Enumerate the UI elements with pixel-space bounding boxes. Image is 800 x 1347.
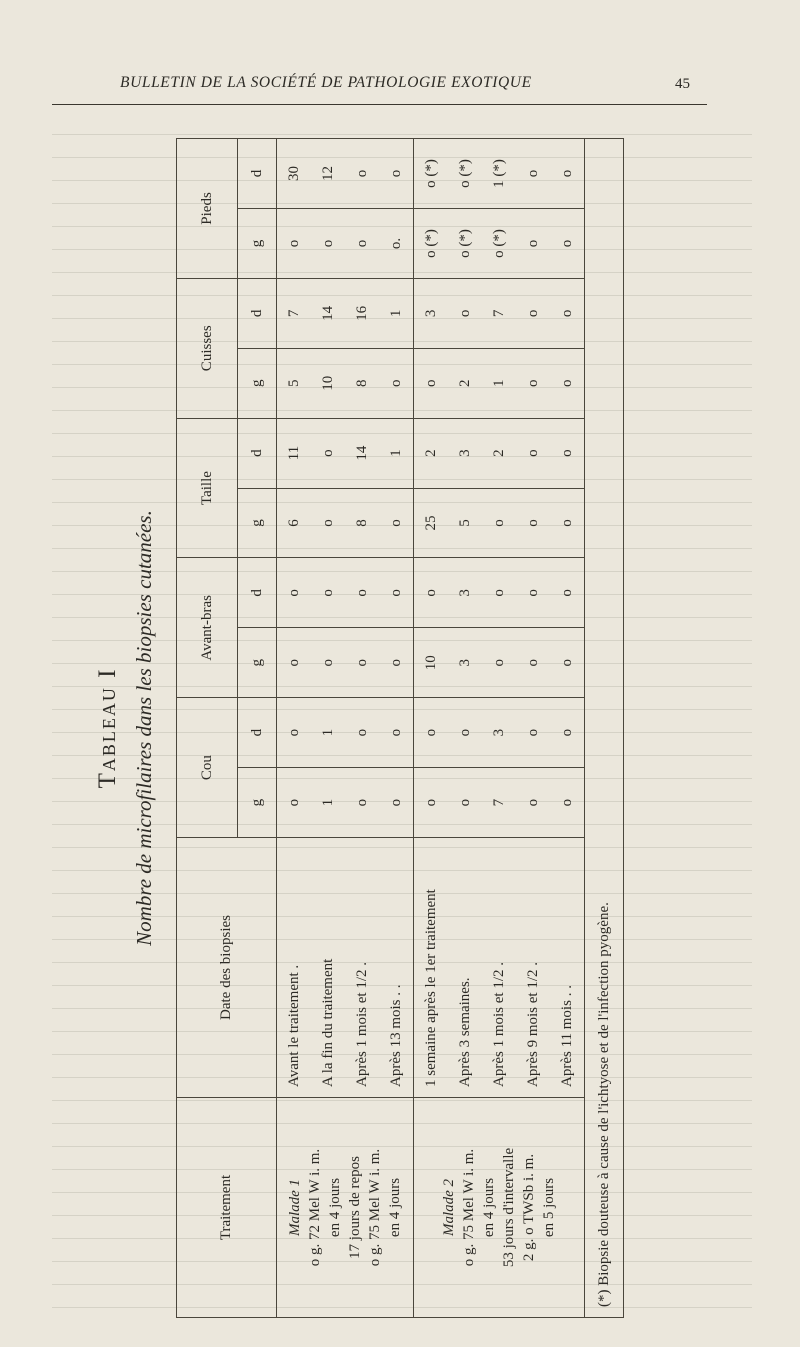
count-cell: o [277, 628, 312, 698]
bleed-line [52, 134, 752, 135]
treatment-line: o g. 75 Mel W i. m. [367, 1148, 383, 1267]
table-row [277, 139, 312, 1318]
biopsy-date: Après 9 mois et 1/2 . [516, 838, 550, 1098]
count-cell: 1 [379, 418, 414, 488]
side-header-d: d [238, 558, 277, 628]
count-cell: o [277, 558, 312, 628]
patient-name: Malade 2 [441, 1178, 457, 1237]
count-cell: o [345, 558, 379, 628]
side-header-d: d [238, 418, 277, 488]
count-cell: o [550, 348, 585, 418]
count-cell: o [516, 208, 550, 278]
biopsy-date: Après 3 semaines. [448, 838, 482, 1098]
count-cell: o [550, 488, 585, 558]
count-cell: 1 [482, 348, 516, 418]
side-header-d: d [238, 139, 277, 209]
count-cell: o [550, 208, 585, 278]
biopsy-date: 1 semaine après le 1er traitement [414, 838, 449, 1098]
count-cell: 14 [311, 278, 345, 348]
count-cell: o [482, 628, 516, 698]
count-cell: 2 [414, 418, 449, 488]
region-header: Cuisses [177, 278, 238, 418]
count-cell: 14 [345, 418, 379, 488]
count-cell: 8 [345, 488, 379, 558]
count-cell: 12 [311, 139, 345, 209]
count-cell: 2 [482, 418, 516, 488]
count-cell: o [516, 418, 550, 488]
count-cell: o [516, 278, 550, 348]
count-cell: 1 [379, 278, 414, 348]
count-cell: o [379, 488, 414, 558]
treatment-line: o g. 72 Mel W i. m. [307, 1148, 323, 1267]
count-cell: o [414, 558, 449, 628]
count-cell: 16 [345, 278, 379, 348]
count-cell: o [550, 418, 585, 488]
side-header-g: g [238, 208, 277, 278]
treatment-line: en 5 jours [541, 1177, 557, 1238]
count-cell: o [516, 348, 550, 418]
count-cell: 1 [311, 698, 345, 768]
count-cell: o [482, 558, 516, 628]
count-cell: o [311, 488, 345, 558]
region-header: Pieds [177, 139, 238, 279]
count-cell: 7 [482, 278, 516, 348]
count-cell: o. [379, 208, 414, 278]
treatment-cell [414, 1098, 585, 1318]
count-cell: o [550, 768, 585, 838]
region-header: Taille [177, 418, 238, 558]
count-cell: o [379, 558, 414, 628]
biopsy-date: Après 13 mois . . [379, 838, 414, 1098]
count-cell: o [311, 558, 345, 628]
biopsy-date: Avant le traitement . [277, 838, 312, 1098]
count-cell: o (*) [448, 139, 482, 209]
count-cell: o [277, 768, 312, 838]
count-cell: o [311, 208, 345, 278]
count-cell: 25 [414, 488, 449, 558]
count-cell: 1 (*) [482, 139, 516, 209]
side-header-g: g [238, 628, 277, 698]
count-cell: 6 [277, 488, 312, 558]
count-cell: 11 [277, 418, 312, 488]
count-cell: o [311, 418, 345, 488]
count-cell: o [448, 698, 482, 768]
count-cell: o [516, 768, 550, 838]
count-cell: o [277, 208, 312, 278]
count-cell: o [311, 628, 345, 698]
count-cell: o (*) [482, 208, 516, 278]
patient-name: Malade 1 [287, 1178, 303, 1237]
count-cell: 30 [277, 139, 312, 209]
count-cell: o [379, 628, 414, 698]
table-title: Tableau I [94, 667, 121, 789]
count-cell: 2 [448, 348, 482, 418]
count-cell: 3 [448, 418, 482, 488]
count-cell: o [550, 139, 585, 209]
count-cell: 3 [482, 698, 516, 768]
table-subtitle: Nombre de microfilaires dans les biopsies cutanées. [132, 510, 156, 946]
footnote-row [585, 139, 624, 1318]
count-cell: 5 [277, 348, 312, 418]
side-header-d: d [238, 278, 277, 348]
count-cell: o [516, 698, 550, 768]
table-row [414, 139, 449, 1318]
count-cell: o [448, 768, 482, 838]
count-cell: 1 [311, 768, 345, 838]
biopsy-date: A la fin du traitement [311, 838, 345, 1098]
treatment-line: en 4 jours [327, 1177, 343, 1238]
count-cell: o [516, 488, 550, 558]
side-header-d: d [238, 698, 277, 768]
col-treatment-header: Traitement [177, 1098, 277, 1318]
count-cell: o [379, 698, 414, 768]
col-date-header: Date des biopsies [177, 838, 277, 1098]
count-cell: o [516, 139, 550, 209]
treatment-cell [277, 1098, 414, 1318]
header-rule [52, 104, 707, 105]
microfilaria-table [176, 138, 624, 1318]
count-cell: o [345, 208, 379, 278]
count-cell: o [345, 768, 379, 838]
side-header-g: g [238, 488, 277, 558]
count-cell: 7 [482, 768, 516, 838]
treatment-line: en 4 jours [481, 1177, 497, 1238]
count-cell: o [345, 139, 379, 209]
treatment-line: en 4 jours [387, 1177, 403, 1238]
biopsy-date: Après 1 mois et 1/2 . [345, 838, 379, 1098]
running-head: BULLETIN DE LA SOCIÉTÉ DE PATHOLOGIE EXOTIQUE [120, 74, 532, 91]
region-header: Avant-bras [177, 558, 238, 698]
table-footnote: (*) Biopsie douteuse à cause de l'ichtyose et de l'infection pyogène. [585, 139, 624, 1318]
count-cell: 10 [311, 348, 345, 418]
side-header-g: g [238, 348, 277, 418]
count-cell: 3 [448, 628, 482, 698]
count-cell: o [482, 488, 516, 558]
count-cell: o [379, 768, 414, 838]
count-cell: 10 [414, 628, 449, 698]
count-cell: o (*) [414, 139, 449, 209]
count-cell: o [414, 698, 449, 768]
treatment-line: 17 jours de repos [347, 1156, 363, 1259]
count-cell: 7 [277, 278, 312, 348]
count-cell: o [379, 348, 414, 418]
count-cell: o [550, 698, 585, 768]
rotated-table-block [90, 138, 710, 1318]
count-cell: o [448, 278, 482, 348]
page-number: 45 [675, 76, 690, 92]
count-cell: 8 [345, 348, 379, 418]
region-header: Cou [177, 698, 238, 838]
count-cell: 5 [448, 488, 482, 558]
count-cell: o [414, 348, 449, 418]
count-cell: 3 [448, 558, 482, 628]
count-cell: o (*) [448, 208, 482, 278]
count-cell: o [345, 698, 379, 768]
count-cell: o (*) [414, 208, 449, 278]
count-cell: o [516, 558, 550, 628]
biopsy-date: Après 11 mois . . [550, 838, 585, 1098]
treatment-line: 2 g. o TWSb i. m. [521, 1153, 537, 1262]
count-cell: o [550, 278, 585, 348]
treatment-line: 53 jours d'intervalle [501, 1147, 517, 1268]
count-cell: o [379, 139, 414, 209]
biopsy-date: Après 1 mois et 1/2 . [482, 838, 516, 1098]
count-cell: o [414, 768, 449, 838]
treatment-line: o g. 75 Mel W i. m. [461, 1148, 477, 1267]
count-cell: o [550, 628, 585, 698]
count-cell: o [550, 558, 585, 628]
count-cell: o [345, 628, 379, 698]
count-cell: 3 [414, 278, 449, 348]
side-header-g: g [238, 768, 277, 838]
count-cell: o [277, 698, 312, 768]
count-cell: o [516, 628, 550, 698]
